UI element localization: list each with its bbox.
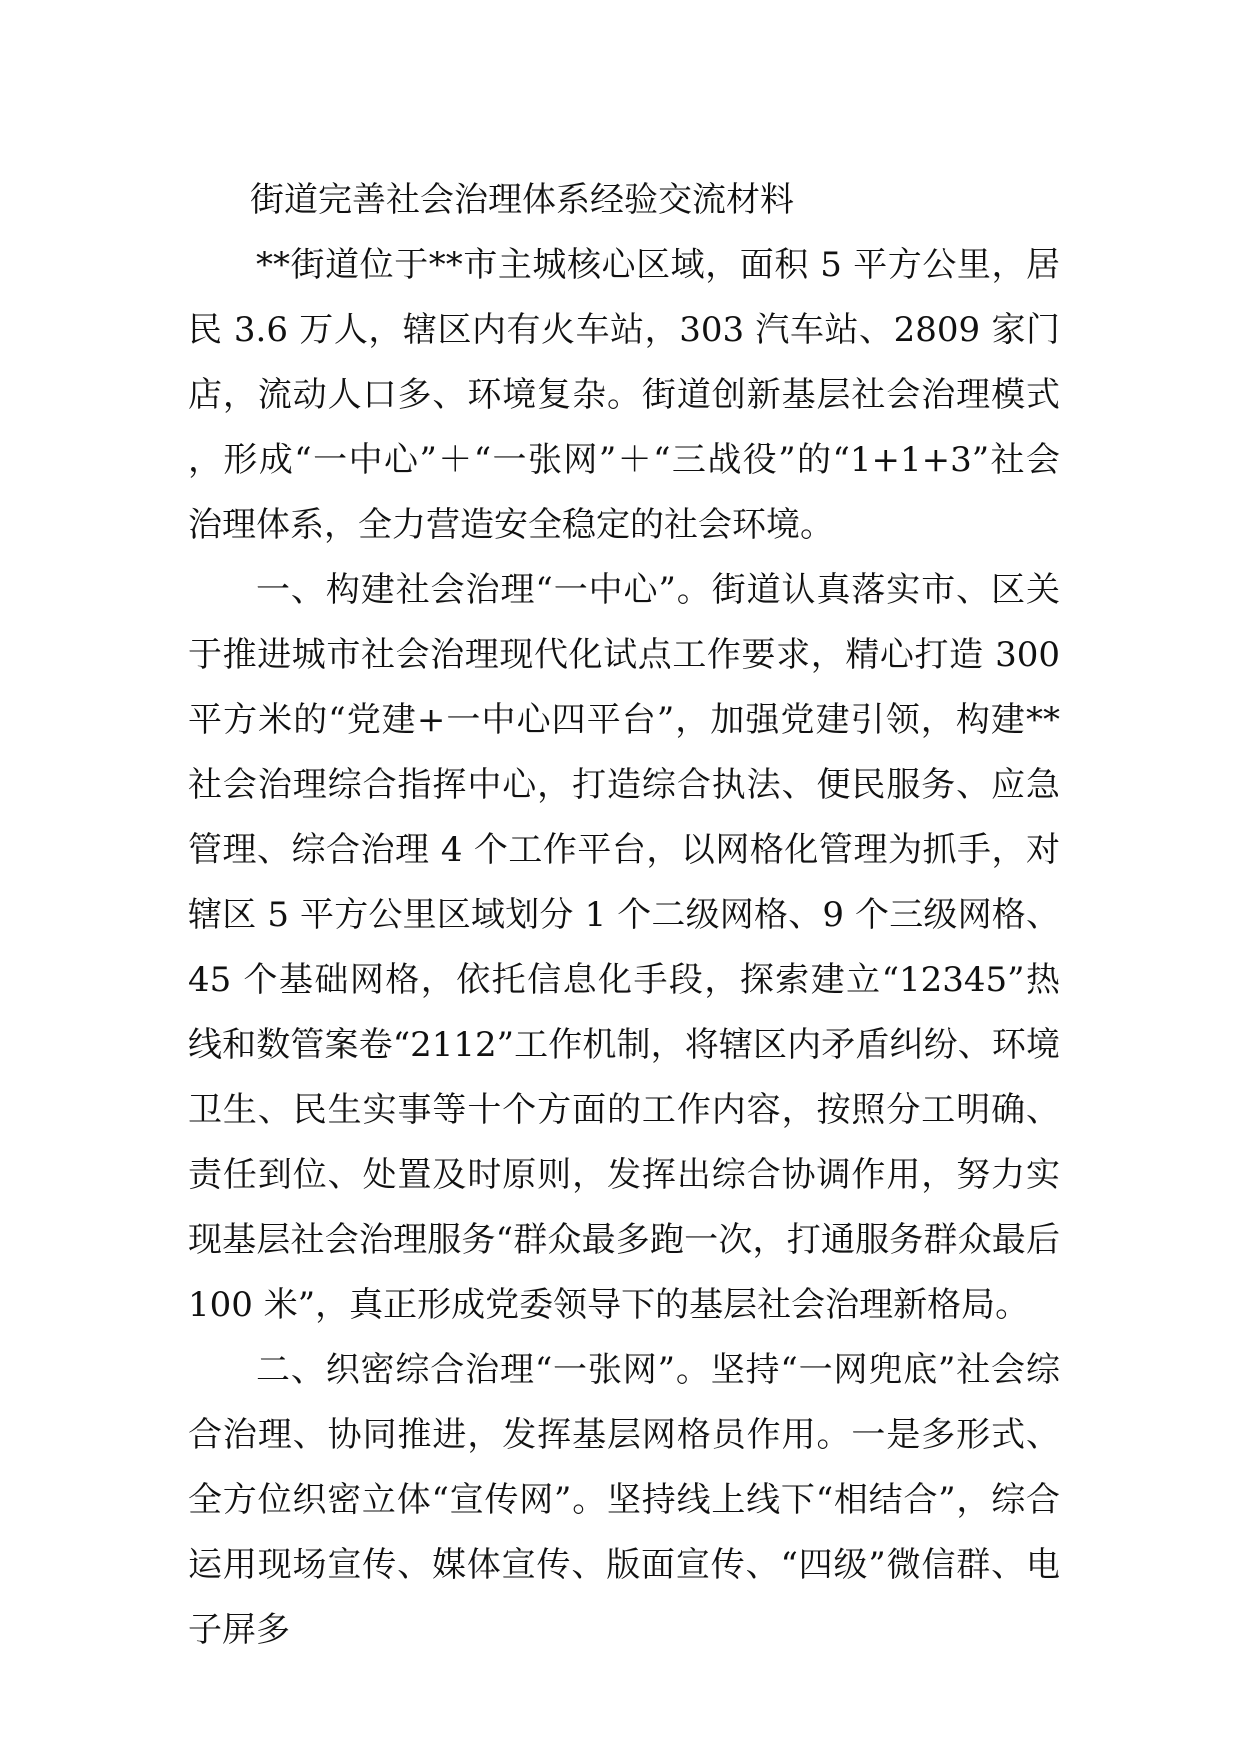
paragraph-intro: **街道位于**市主城核心区域，面积 5 平方公里，居民 3.6 万人，辖区内有火车站，303 汽车站、2809 家门店，流动人口多、环境复杂。街道创新基层社会治理模式，形成“一中心”＋“一张网”＋“三战役”的“1+1+3”社会治理体系，全力营造安全稳定的社会环境。 xyxy=(188,245,1060,545)
document-title: 街道完善社会治理体系经验交流材料 xyxy=(250,180,794,220)
paragraph-section-one: 一、构建社会治理“一中心”。街道认真落实市、区关于推进城市社会治理现代化试点工作要求，精心打造 300 平方米的“党建+一中心四平台”，加强党建引领，构建**社会治理综合指挥中心，打造综合执法、便民服务、应急管理、综合治理 4 个工作平台，以网格化管理为抓手，对辖区 5 平方公里区域划分 1 个二级网格、9 个三级网格、45 个基础网格，依托信息化手段，探索建立“12345”热线和数管案卷“2112”工作机制，将辖区内矛盾纠纷、环境卫生、民生实事等十个方面的工作内容，按照分工明确、责任到位、处置及时原则，发挥出综合协调作用，努力实现基层社会治理服务“群众最多跑一次，打通服务群众最后 100 米”，真正形成党委领导下的基层社会治理新格局。 xyxy=(188,570,1060,1325)
document-body xyxy=(188,168,1060,1663)
paragraph-section-two: 二、织密综合治理“一张网”。坚持“一网兜底”社会综合治理、协同推进，发挥基层网格员作用。一是多形式、全方位织密立体“宣传网”。坚持线上线下“相结合”，综合运用现场宣传、媒体宣传、版面宣传、“四级”微信群、电子屏多 xyxy=(188,1350,1060,1650)
